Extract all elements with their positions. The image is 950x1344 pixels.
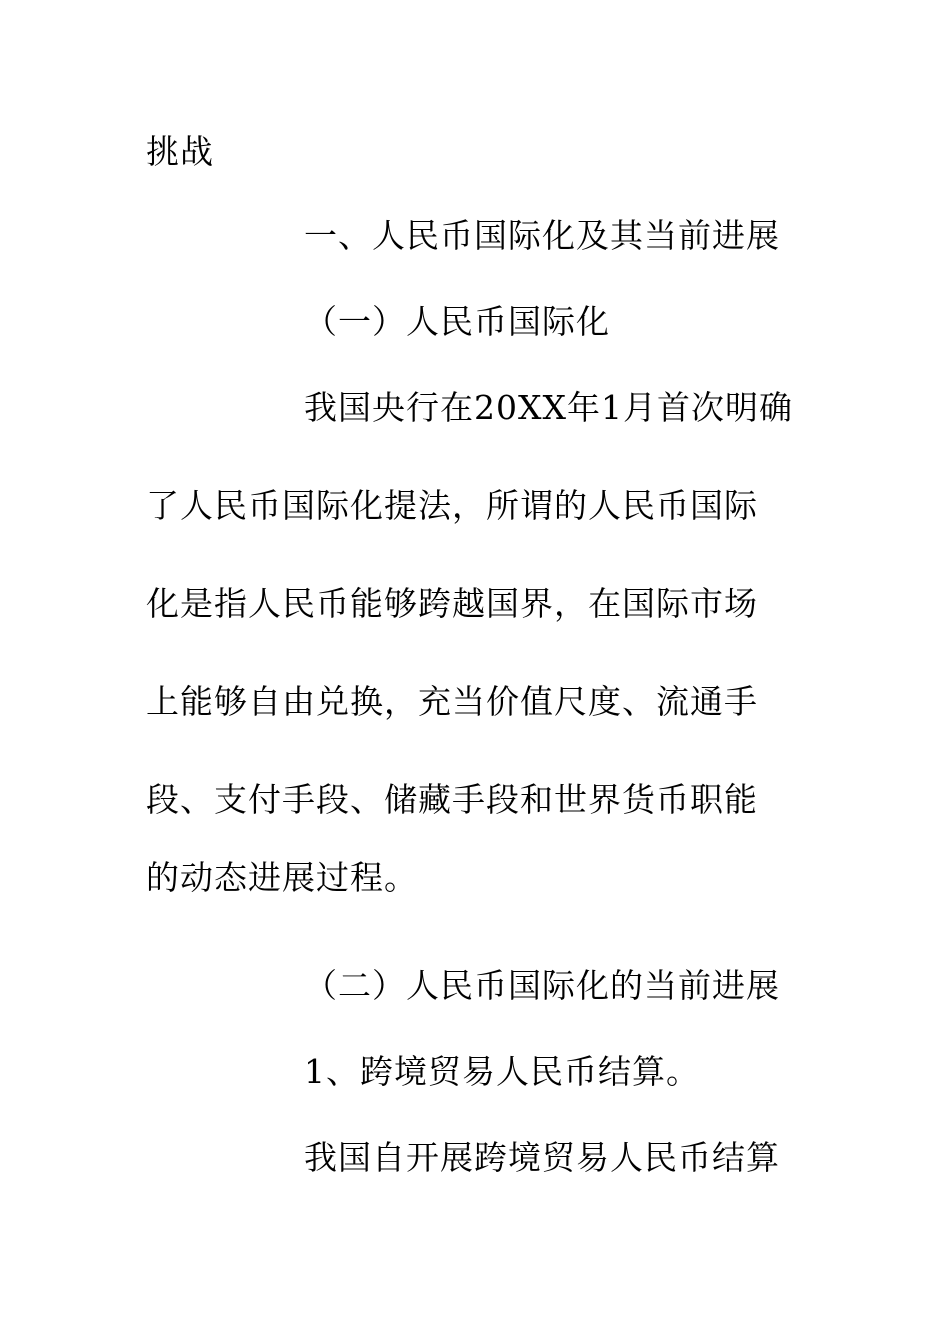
section-heading-1: 一、人民币国际化及其当前进展 xyxy=(304,216,780,255)
paragraph-line: 了人民币国际化提法，所谓的人民币国际 xyxy=(146,486,758,525)
subsection-heading-2: （二）人民币国际化的当前进展 xyxy=(304,966,780,1005)
paragraph-line: 我国央行在20XX年1月首次明确 xyxy=(304,388,793,427)
text-line-continuation: 挑战 xyxy=(146,132,214,171)
paragraph-line: 的动态进展过程。 xyxy=(146,858,418,897)
paragraph-line: 化是指人民币能够跨越国界，在国际市场 xyxy=(146,584,758,623)
paragraph-line: 段、支付手段、储藏手段和世界货币职能 xyxy=(146,780,758,819)
item-heading: 1、跨境贸易人民币结算。 xyxy=(304,1052,700,1091)
paragraph-line: 我国自开展跨境贸易人民币结算 xyxy=(304,1138,780,1177)
paragraph-line: 上能够自由兑换，充当价值尺度、流通手 xyxy=(146,682,758,721)
subsection-heading-1: （一）人民币国际化 xyxy=(304,302,610,341)
